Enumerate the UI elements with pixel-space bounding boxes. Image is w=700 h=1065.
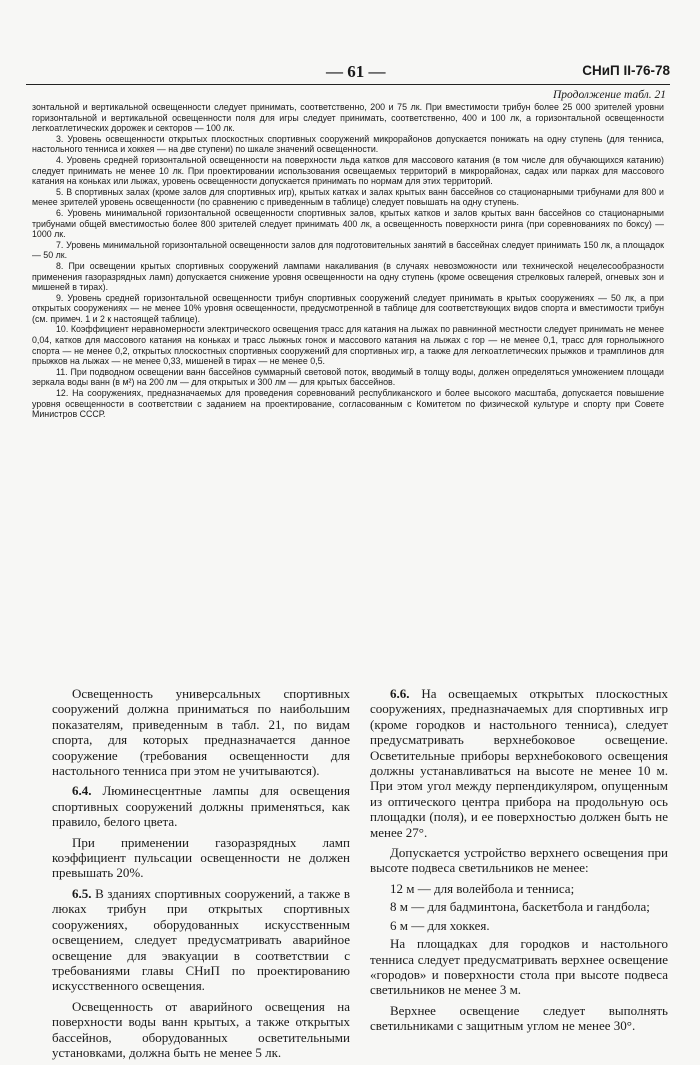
clause-number: 6.4. bbox=[72, 783, 92, 799]
list-item: 8 м — для бадминтона, баскетбола и гандбола; bbox=[390, 899, 650, 915]
paragraph: При применении газоразрядных ламп коэффициент пульсации освещенности не должен превышать 20%. bbox=[52, 834, 350, 881]
list-item: 12 м — для волейбола и тенниса; bbox=[390, 880, 575, 896]
note-item: 9. Уровень средней горизонтальной освещенности трибун спортивных сооружений следует принимать в крытых сооружениях — 50 лк, а при открытых сооружениях — не менее 10% уровня освещенности, предусмотренной в таблице для соответствующих видов спорта и вместимости трибун (см. примеч. 1 и 2 к настоящей таблице). bbox=[32, 292, 664, 324]
note-item: 5. В спортивных залах (кроме залов для спортивных игр), крытых катках и залах крытых ванн бассейнов со стационарными трибунами для 800 и менее зрителей уровень освещенности (по сравнению с приведенным в таблице) следует повышать на одну ступень. bbox=[32, 186, 664, 208]
paragraph: Допускается устройство верхнего освещения при высоте подвеса светильников не менее: bbox=[370, 845, 668, 876]
paragraph: Освещенность от аварийного освещения на поверхности воды ванн крытых, а также открытых бассейнов, оборудованных осветительными установками, должна быть не менее 5 лк. bbox=[52, 998, 350, 1060]
note-item: 3. Уровень освещенности открытых плоскостных спортивных сооружений микрорайонов допускается понижать на одну ступень (для тенниса, настольного тенниса и хоккея — на две ступени) по шкале значений освещенности. bbox=[32, 133, 664, 155]
paragraph-6-5 bbox=[52, 886, 350, 994]
clause-number: 6.5. bbox=[72, 885, 92, 901]
paragraph-6-6 bbox=[370, 686, 668, 840]
document-code: СНиП II-76-78 bbox=[582, 63, 670, 78]
note-item: 7. Уровень минимальной горизонтальной освещенности залов для подготовительных занятий в бассейнах следует принимать 150 лк, а площадок — 50 лк. bbox=[32, 239, 664, 261]
list-item: 6 м — для хоккея. bbox=[390, 917, 490, 933]
clause-text: Люминесцентные лампы для освещения спортивных сооружений должны применяться, как правило, белого цвета. bbox=[52, 783, 350, 830]
left-column bbox=[52, 686, 350, 1065]
note-item: 10. Коэффициент неравномерности электрического освещения трасс для катания на лыжах по равнинной местности следует принимать не менее 0,04, катков для массового катания на коньках и трасс лыжных гонок и массового катания на лыжах с гор — не менее 0,1, трасс для горнолыжного спорта — не менее 0,2, открытых плоскостных спортивных сооружений для спортивных игр, а также для легкоатлетических прыжков и трамплинов для прыжков на лыжах — не менее 0,33, мишеней в тирах — не менее 0,5. bbox=[32, 324, 664, 367]
page-number: — 61 — bbox=[326, 62, 386, 81]
paragraph-6-4 bbox=[52, 783, 350, 829]
clause-text: В зданиях спортивных сооружений, а также в люках трибун при открытых спортивных сооружениях, оборудованных искусственным освещением, следует предусматривать аварийное освещение для эвакуации в соответствии с требованиями главы СНиП по проектированию искусственного освещения. bbox=[52, 885, 350, 994]
note-item: 11. При подводном освещении ванн бассейнов суммарный световой поток, вводимый в толщу воды, должен определяться умножением площади зеркала воды ванн (в м²) на 200 лм — для открытых и 300 лм — для крытых бассейнов. bbox=[32, 366, 664, 388]
paragraph: На площадках для городков и настольного тенниса следует предусматривать верхнее освещение «городов» и поверхности стола при высоте подвеса светильников не менее 3 м. bbox=[370, 936, 668, 998]
clause-number: 6.6. bbox=[390, 686, 410, 701]
clause-text: На освещаемых открытых плоскостных сооружениях, предназначаемых для спортивных игр (кроме городков и настольного тенниса), следует предусматривать верхнебоковое освещение. Осветительные приборы верхнебокового освещения должны устанавливаться на высоте не менее 10 м. При этом угол между перпендикуляром, опущенным из оптического центра прибора на продольную ось площадки (поля), и ее поверхностью должен быть не менее 27°. bbox=[370, 686, 668, 840]
note-item: 4. Уровень средней горизонтальной освещенности на поверхности льда катков для массового катания (в том числе для обучающихся катанию) следует принимать не менее 10 лк. При проектировании использования освещаемых территорий в микрорайонах, садах или парках для массового катания на коньках или лыжах, уровень освещенности допускается принимать по нормам для этих территорий. bbox=[32, 154, 664, 187]
note-item: 6. Уровень минимальной горизонтальной освещенности спортивных залов, крытых катков и залов крытых ванн бассейнов со стационарными трибунами общей вместимостью более 800 зрителей следует принимать 400 лк, а освещенность поверхности ринга (при соревнованиях по боксу) — 1000 лк. bbox=[32, 207, 664, 240]
note-item: 12. На сооружениях, предназначаемых для проведения соревнований республиканского и более высокого масштаба, допускается повышение уровня освещенности в соответствии с заданием на проектирование, согласованным с Комитетом по физической культуре и спорту при Совете Министров СССР. bbox=[32, 388, 664, 420]
table-notes bbox=[32, 102, 664, 420]
table-continuation-label: Продолжение табл. 21 bbox=[553, 89, 666, 101]
paragraph: Верхнее освещение следует выполнять светильниками с защитным углом не менее 30°. bbox=[370, 1002, 668, 1034]
note-item: 8. При освещении крытых спортивных сооружений лампами накаливания (в случаях невозможности или технической нецелесообразности применения газоразрядных ламп) допускается снижение уровня освещенности на одну ступень (кроме освещения стрелковых галерей, огневых зон и мишеней в тирах). bbox=[32, 260, 664, 293]
note-continuation-text: зонтальной и вертикальной освещенности следует принимать, соответственно, 200 и 75 лк. При вместимости трибун более 25 000 зрителей уровни горизонтальной и вертикальной освещенности поля для игры следует принимать, соответственно, 400 и 100 лк, а горизонтальной освещенности легкоатлетических дорожек и секторов — 100 лк. bbox=[32, 102, 664, 134]
page-header bbox=[26, 62, 670, 85]
paragraph: Освещенность универсальных спортивных сооружений должна приниматься по наибольшим показателям, приведенным в табл. 21, по видам спорта, для которых предназначается данное сооружение (требования освещенности для настольного тенниса при этом не учитываются). bbox=[52, 686, 350, 779]
right-column bbox=[370, 686, 668, 1039]
